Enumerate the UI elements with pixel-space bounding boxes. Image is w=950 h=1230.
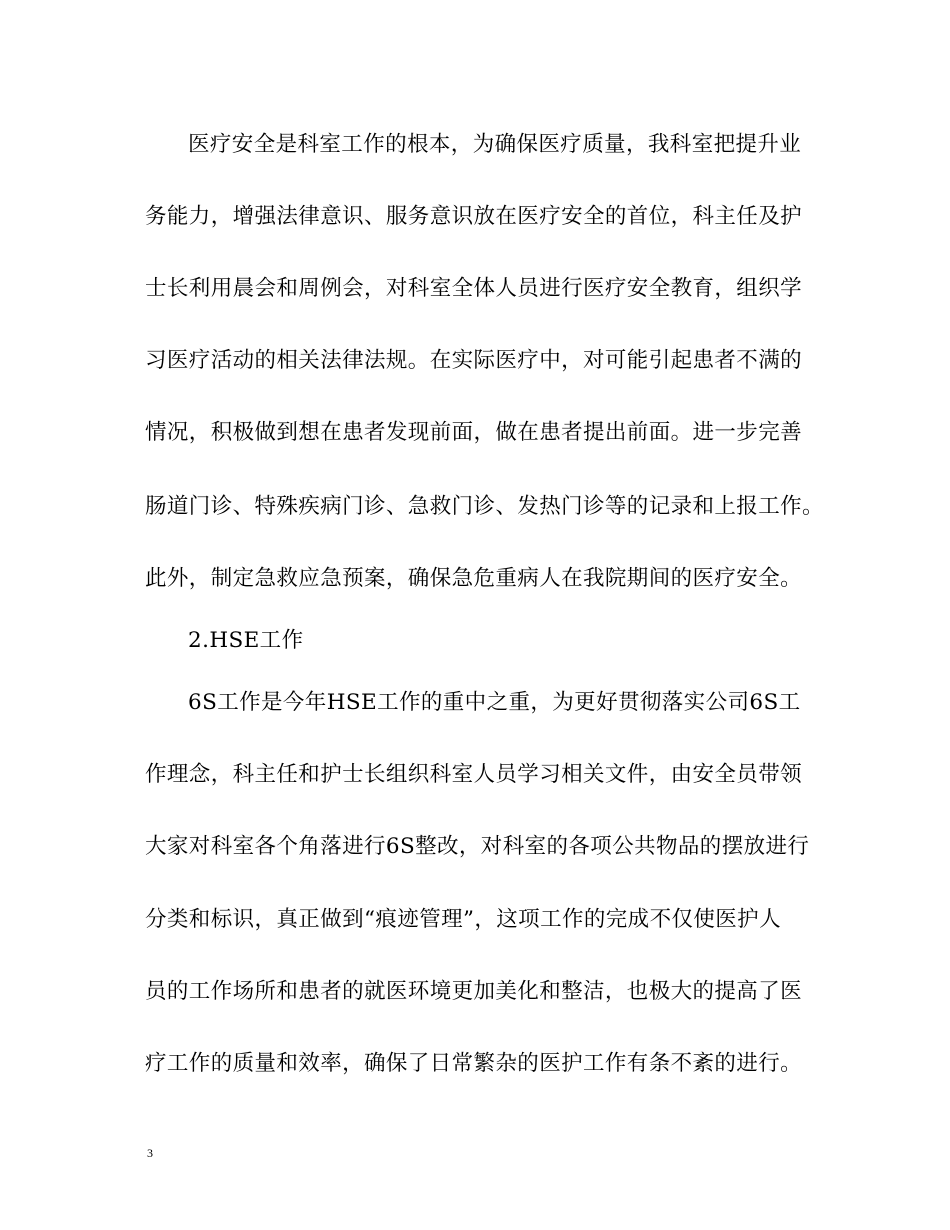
paragraph-2-line-3: 大家对科室各个角落进行6S整改，对科室的各项公共物品的摆放进行 xyxy=(145,834,810,859)
paragraph-1-line-5: 情况，积极做到想在患者发现前面，做在患者提出前面。进一步完善 xyxy=(145,420,803,445)
paragraph-1-line-1: 医疗安全是科室工作的根本，为确保医疗质量，我科室把提升业 xyxy=(188,132,802,157)
paragraph-1-line-6: 肠道门诊、特殊疾病门诊、急救门诊、发热门诊等的记录和上报工作。 xyxy=(145,494,824,519)
paragraph-2-line-4: 分类和标识，真正做到“痕迹管理”，这项工作的完成不仅使医护人 xyxy=(145,907,781,932)
page-number: 3 xyxy=(147,1146,153,1160)
paragraph-1-line-4: 习医疗活动的相关法律法规。在实际医疗中，对可能引起患者不满的 xyxy=(145,348,803,373)
paragraph-2-line-6: 疗工作的质量和效率，确保了日常繁杂的医护工作有条不紊的进行。 xyxy=(145,1051,803,1076)
paragraph-2-line-2: 作理念，科主任和护士长组织科室人员学习相关文件，由安全员带领 xyxy=(145,762,803,787)
paragraph-2-line-5: 员的工作场所和患者的就医环境更加美化和整洁，也极大的提高了医 xyxy=(145,979,803,1004)
paragraph-1-line-7: 此外，制定急救应急预案，确保急危重病人在我院期间的医疗安全。 xyxy=(145,566,803,591)
paragraph-2-line-1: 6S工作是今年HSE工作的重中之重，为更好贯彻落实公司6S工 xyxy=(188,690,801,715)
paragraph-1-line-3: 士长利用晨会和周例会，对科室全体人员进行医疗安全教育，组织学 xyxy=(145,276,803,301)
paragraph-1-line-2: 务能力，增强法律意识、服务意识放在医疗安全的首位，科主任及护 xyxy=(145,204,803,229)
section-heading: 2.HSE工作 xyxy=(188,628,304,653)
